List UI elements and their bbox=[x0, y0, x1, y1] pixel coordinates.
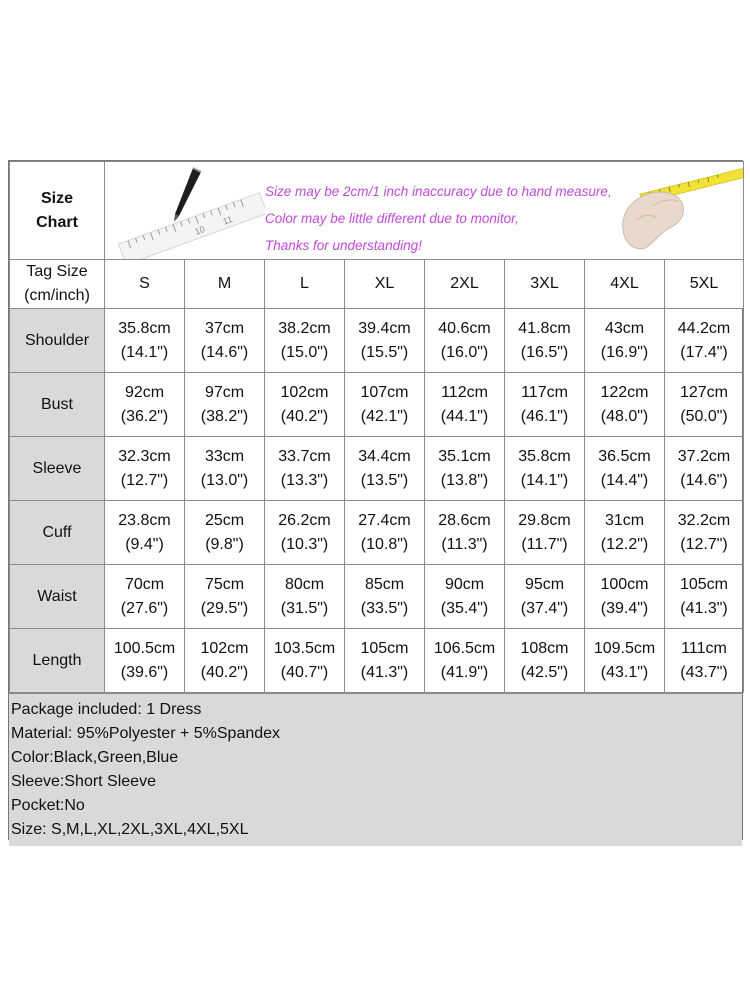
measurement-cell bbox=[265, 565, 345, 629]
measurement-cell bbox=[425, 501, 505, 565]
cm-value: 97cm bbox=[204, 383, 245, 401]
cm-value: 31cm bbox=[604, 511, 645, 529]
inch-value: (41.9") bbox=[440, 663, 489, 681]
measurement-cell bbox=[265, 437, 345, 501]
size-header: 2XL bbox=[425, 260, 505, 309]
measurement-cell bbox=[505, 309, 585, 373]
measurement-cell bbox=[585, 437, 665, 501]
cm-value: 95cm bbox=[524, 575, 565, 593]
row-label: Bust bbox=[10, 373, 105, 437]
inch-value: (41.3") bbox=[680, 599, 728, 617]
cm-value: 40.6cm bbox=[438, 319, 491, 337]
table-row bbox=[10, 629, 744, 693]
measurement-cell bbox=[105, 501, 185, 565]
measurement-cell bbox=[185, 373, 265, 437]
cm-value: 109.5cm bbox=[593, 639, 656, 657]
measurement-cell bbox=[585, 629, 665, 693]
measurement-cell bbox=[665, 309, 744, 373]
size-chart-title bbox=[10, 162, 105, 260]
measurement-cell bbox=[585, 373, 665, 437]
row-label: Length bbox=[10, 629, 105, 693]
measurement-cell bbox=[185, 437, 265, 501]
inch-value: (46.1") bbox=[520, 407, 569, 425]
inch-value: (16.0") bbox=[440, 343, 489, 361]
measurement-cell bbox=[185, 565, 265, 629]
measurement-cell bbox=[265, 501, 345, 565]
inch-value: (50.0") bbox=[680, 407, 728, 425]
notes-banner bbox=[105, 162, 744, 260]
measurement-cell bbox=[665, 501, 744, 565]
measurement-cell bbox=[345, 629, 425, 693]
inch-value: (14.6") bbox=[680, 471, 728, 489]
table-row bbox=[10, 309, 744, 373]
inch-value: (15.0") bbox=[280, 343, 329, 361]
svg-text:11: 11 bbox=[221, 214, 234, 227]
note-line: Thanks for understanding! bbox=[265, 238, 422, 253]
measurement-cell bbox=[665, 373, 744, 437]
measurement-cell bbox=[345, 309, 425, 373]
table-row bbox=[10, 565, 744, 629]
cm-value: 70cm bbox=[124, 575, 165, 593]
cm-value: 28.6cm bbox=[438, 511, 491, 529]
inch-value: (10.8") bbox=[360, 535, 409, 553]
info-sleeve: Sleeve:Short Sleeve bbox=[11, 773, 156, 790]
measurement-cell bbox=[105, 565, 185, 629]
cm-value: 103.5cm bbox=[273, 639, 336, 657]
inch-value: (38.2") bbox=[200, 407, 249, 425]
info-color: Color:Black,Green,Blue bbox=[11, 749, 179, 766]
row-label: Sleeve bbox=[10, 437, 105, 501]
measurement-cell bbox=[345, 565, 425, 629]
cm-value: 102cm bbox=[280, 383, 329, 401]
inch-value: (40.2") bbox=[280, 407, 329, 425]
measurement-cell bbox=[265, 629, 345, 693]
cm-value: 100cm bbox=[600, 575, 649, 593]
measurement-cell bbox=[105, 309, 185, 373]
inch-value: (14.1") bbox=[120, 343, 169, 361]
hand-measuring-tape-icon bbox=[603, 162, 743, 259]
size-header: 5XL bbox=[665, 260, 744, 309]
product-info bbox=[9, 693, 742, 846]
inch-value: (37.4") bbox=[520, 599, 569, 617]
measurement-cell bbox=[505, 565, 585, 629]
measurement-cell bbox=[665, 565, 744, 629]
cm-value: 37.2cm bbox=[677, 447, 731, 465]
measurement-cell bbox=[425, 309, 505, 373]
measurement-cell bbox=[265, 309, 345, 373]
measurement-cell bbox=[505, 373, 585, 437]
inch-value: (31.5") bbox=[280, 599, 329, 617]
tag-size-label bbox=[10, 260, 105, 309]
cm-value: 105cm bbox=[360, 639, 409, 657]
cm-value: 35.8cm bbox=[518, 447, 571, 465]
inch-value: (14.1") bbox=[520, 471, 569, 489]
inch-value: (14.4") bbox=[600, 471, 649, 489]
table-row bbox=[10, 501, 744, 565]
cm-value: 92cm bbox=[124, 383, 165, 401]
cm-value: 85cm bbox=[364, 575, 405, 593]
inch-value: (43.7") bbox=[680, 663, 728, 681]
note-line: Size may be 2cm/1 inch inaccuracy due to hand measure, bbox=[265, 184, 612, 199]
inch-value: (35.4") bbox=[440, 599, 489, 617]
inch-value: (12.7") bbox=[120, 471, 169, 489]
measurement-cell bbox=[185, 629, 265, 693]
cm-value: 26.2cm bbox=[278, 511, 331, 529]
info-material: Material: 95%Polyester + 5%Spandex bbox=[11, 725, 281, 742]
title-line-2: Chart bbox=[36, 213, 78, 231]
measurement-cell bbox=[425, 565, 505, 629]
inch-value: (13.8") bbox=[440, 471, 489, 489]
measurement-cell bbox=[665, 437, 744, 501]
inch-value: (36.2") bbox=[120, 407, 169, 425]
measurement-cell bbox=[425, 373, 505, 437]
row-label: Waist bbox=[10, 565, 105, 629]
measurement-cell bbox=[185, 501, 265, 565]
cm-value: 29.8cm bbox=[518, 511, 571, 529]
cm-value: 112cm bbox=[441, 383, 488, 401]
title-line-1: Size bbox=[40, 189, 73, 207]
cm-value: 35.8cm bbox=[118, 319, 171, 337]
inch-value: (17.4") bbox=[680, 343, 728, 361]
measurement-cell bbox=[585, 565, 665, 629]
cm-value: 44.2cm bbox=[677, 319, 731, 337]
cm-value: 80cm bbox=[284, 575, 325, 593]
cm-value: 75cm bbox=[204, 575, 245, 593]
inch-value: (39.4") bbox=[600, 599, 649, 617]
inch-value: (40.2") bbox=[200, 663, 249, 681]
measurement-cell bbox=[105, 437, 185, 501]
inch-value: (40.7") bbox=[280, 663, 329, 681]
tag-size-line-2: (cm/inch) bbox=[24, 287, 90, 304]
size-row bbox=[10, 260, 744, 309]
cm-value: 33.7cm bbox=[278, 447, 331, 465]
cm-value: 39.4cm bbox=[358, 319, 411, 337]
size-header: 3XL bbox=[505, 260, 585, 309]
inch-value: (16.9") bbox=[600, 343, 649, 361]
size-header: L bbox=[265, 260, 345, 309]
cm-value: 23.8cm bbox=[118, 511, 171, 529]
info-package: Package included: 1 Dress bbox=[11, 701, 202, 718]
size-header: S bbox=[105, 260, 185, 309]
size-chart bbox=[8, 160, 743, 840]
row-label: Cuff bbox=[10, 501, 105, 565]
measurement-cell bbox=[345, 501, 425, 565]
inch-value: (43.1") bbox=[600, 663, 649, 681]
measurement-cell bbox=[505, 501, 585, 565]
svg-text:10: 10 bbox=[193, 224, 207, 237]
size-header: M bbox=[185, 260, 265, 309]
note-line: Color may be little different due to monitor, bbox=[265, 211, 519, 226]
inch-value: (13.0") bbox=[200, 471, 249, 489]
row-label: Shoulder bbox=[10, 309, 105, 373]
inch-value: (11.3") bbox=[441, 535, 488, 553]
cm-value: 122cm bbox=[600, 383, 649, 401]
cm-value: 108cm bbox=[520, 639, 569, 657]
cm-value: 117cm bbox=[521, 383, 568, 401]
measurement-cell bbox=[185, 309, 265, 373]
inch-value: (9.8") bbox=[205, 535, 244, 553]
measurement-cell bbox=[505, 437, 585, 501]
measurement-cell bbox=[585, 309, 665, 373]
cm-value: 106.5cm bbox=[433, 639, 496, 657]
info-pocket: Pocket:No bbox=[11, 797, 85, 814]
measurement-cell bbox=[425, 629, 505, 693]
cm-value: 100.5cm bbox=[113, 639, 176, 657]
inch-value: (13.3") bbox=[280, 471, 329, 489]
inch-value: (11.7") bbox=[521, 535, 568, 553]
cm-value: 41.8cm bbox=[518, 319, 571, 337]
inch-value: (15.5") bbox=[360, 343, 409, 361]
measurement-cell bbox=[665, 629, 744, 693]
inch-value: (29.5") bbox=[200, 599, 249, 617]
pen-and-ruler-icon bbox=[105, 162, 265, 259]
cm-value: 37cm bbox=[204, 319, 245, 337]
cm-value: 127cm bbox=[679, 383, 729, 401]
cm-value: 111cm bbox=[681, 639, 727, 657]
measurement-cell bbox=[505, 629, 585, 693]
table-row bbox=[10, 437, 744, 501]
cm-value: 33cm bbox=[204, 447, 245, 465]
cm-value: 32.3cm bbox=[118, 447, 171, 465]
cm-value: 107cm bbox=[360, 383, 409, 401]
inch-value: (10.3") bbox=[280, 535, 329, 553]
cm-value: 25cm bbox=[204, 511, 245, 529]
measurement-cell bbox=[265, 373, 345, 437]
inch-value: (12.2") bbox=[600, 535, 649, 553]
notes-text bbox=[265, 178, 612, 259]
table-row bbox=[10, 373, 744, 437]
inch-value: (48.0") bbox=[600, 407, 649, 425]
inch-value: (42.1") bbox=[360, 407, 409, 425]
inch-value: (16.5") bbox=[520, 343, 569, 361]
inch-value: (42.5") bbox=[520, 663, 569, 681]
inch-value: (33.5") bbox=[360, 599, 409, 617]
inch-value: (44.1") bbox=[440, 407, 489, 425]
inch-value: (39.6") bbox=[120, 663, 169, 681]
cm-value: 36.5cm bbox=[598, 447, 651, 465]
inch-value: (9.4") bbox=[125, 535, 164, 553]
measurement-cell bbox=[425, 437, 505, 501]
size-table bbox=[9, 161, 744, 693]
header-row bbox=[10, 162, 744, 260]
inch-value: (27.6") bbox=[120, 599, 169, 617]
measurement-cell bbox=[585, 501, 665, 565]
cm-value: 105cm bbox=[679, 575, 729, 593]
inch-value: (41.3") bbox=[360, 663, 409, 681]
cm-value: 32.2cm bbox=[677, 511, 731, 529]
measurement-cell bbox=[105, 629, 185, 693]
measurement-cell bbox=[345, 373, 425, 437]
cm-value: 90cm bbox=[444, 575, 485, 593]
cm-value: 35.1cm bbox=[438, 447, 491, 465]
inch-value: (12.7") bbox=[680, 535, 728, 553]
cm-value: 38.2cm bbox=[278, 319, 331, 337]
tag-size-line-1: Tag Size bbox=[26, 263, 88, 280]
inch-value: (13.5") bbox=[360, 471, 409, 489]
cm-value: 27.4cm bbox=[358, 511, 411, 529]
measurement-cell bbox=[105, 373, 185, 437]
info-size: Size: S,M,L,XL,2XL,3XL,4XL,5XL bbox=[11, 821, 249, 838]
inch-value: (14.6") bbox=[200, 343, 249, 361]
size-header: 4XL bbox=[585, 260, 665, 309]
measurement-cell bbox=[345, 437, 425, 501]
cm-value: 102cm bbox=[200, 639, 249, 657]
cm-value: 34.4cm bbox=[358, 447, 411, 465]
size-header: XL bbox=[345, 260, 425, 309]
cm-value: 43cm bbox=[604, 319, 645, 337]
